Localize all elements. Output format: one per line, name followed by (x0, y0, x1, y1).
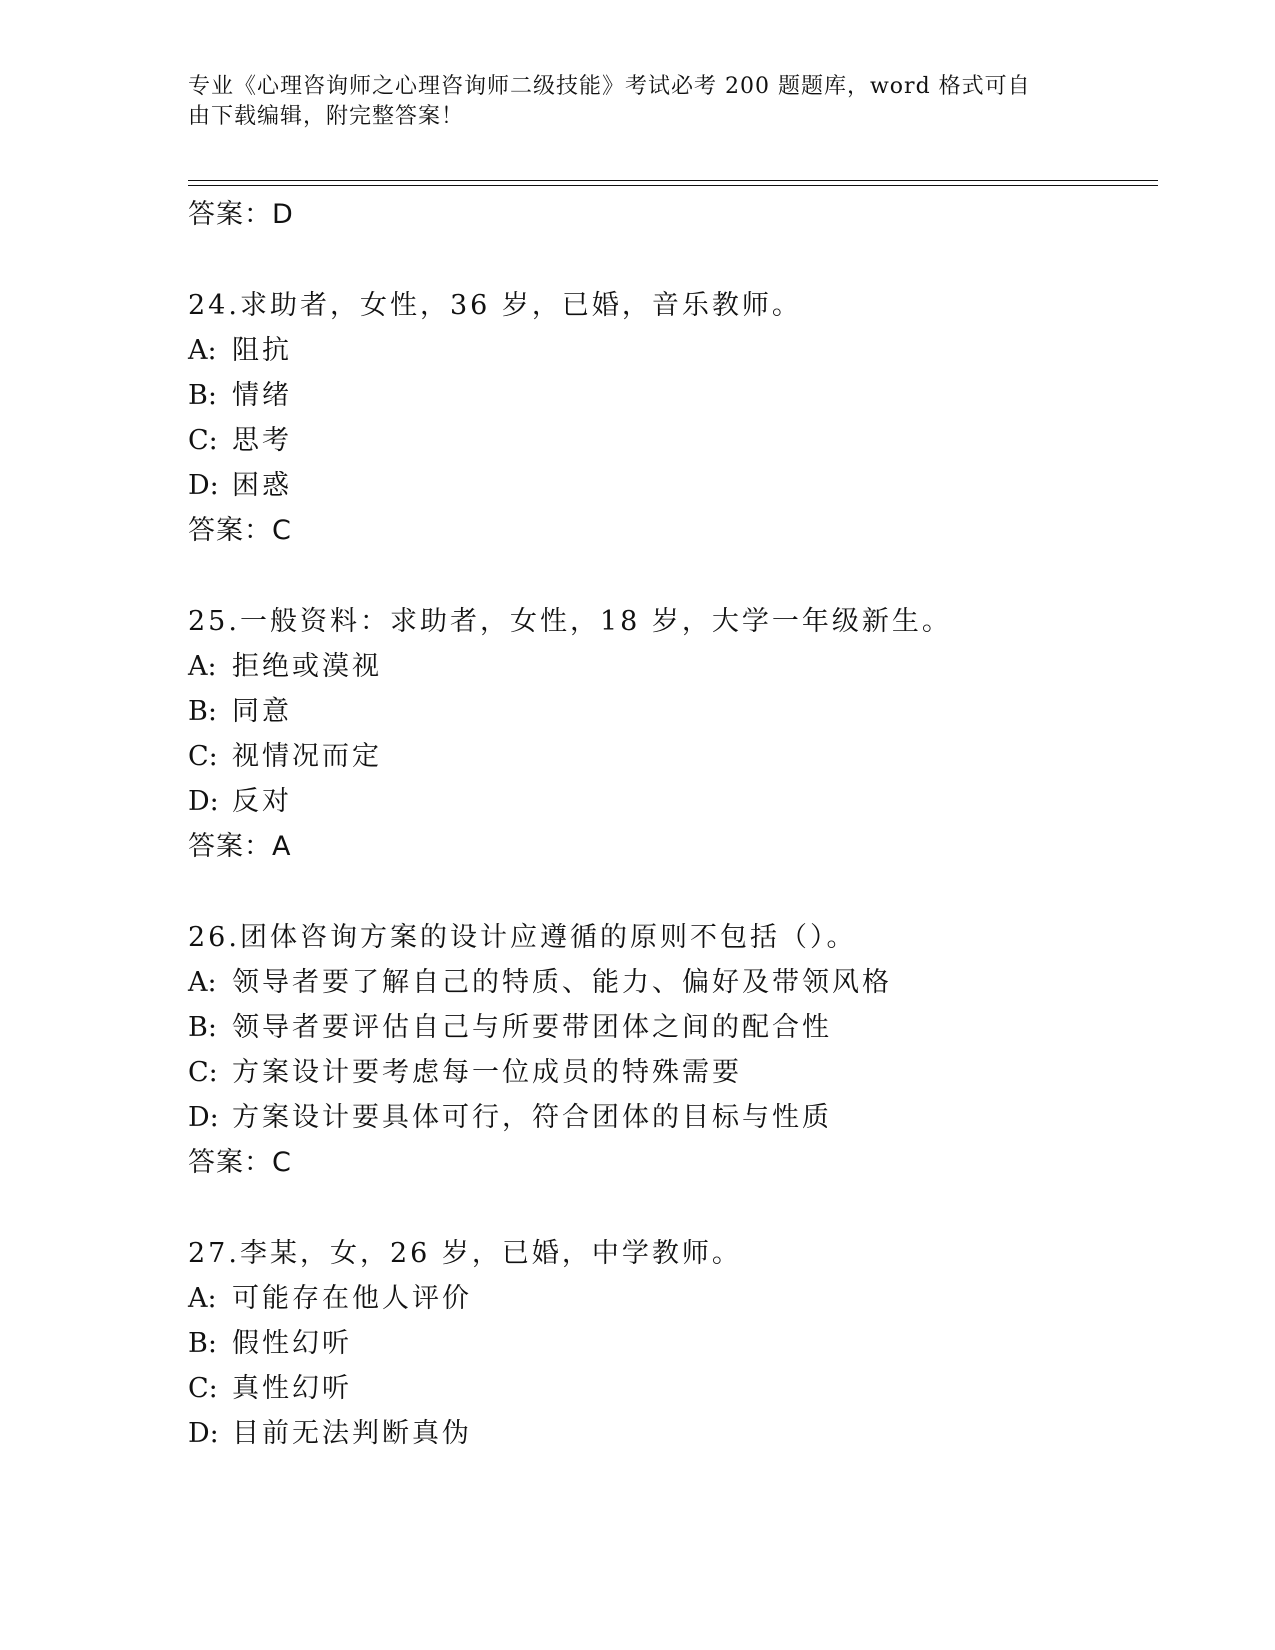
option-text: 假性幻听 (232, 1328, 352, 1359)
option-c (188, 418, 1168, 463)
question-text: 25.一般资料：求助者，女性，18 岁，大学一年级新生。 (188, 606, 952, 637)
option-key: C: (188, 741, 218, 772)
option-a (188, 960, 1168, 1005)
option-b (188, 1321, 1168, 1366)
option-text: 视情况而定 (232, 741, 382, 772)
answer-line: 答案：A (188, 831, 292, 862)
question-text: 27.李某，女，26 岁，已婚，中学教师。 (188, 1238, 742, 1269)
option-key: C: (188, 1373, 218, 1404)
option-text: 阻抗 (232, 335, 292, 366)
option-text: 可能存在他人评价 (232, 1283, 472, 1314)
option-b (188, 373, 1168, 418)
option-text: 领导者要评估自己与所要带团体之间的配合性 (232, 1012, 832, 1043)
option-b (188, 1005, 1168, 1050)
option-text: 方案设计要考虑每一位成员的特殊需要 (232, 1057, 742, 1088)
question-text: 24.求助者，女性，36 岁，已婚，音乐教师。 (188, 290, 802, 321)
option-key: A: (188, 651, 217, 682)
option-text: 困惑 (232, 470, 292, 501)
option-key: B: (188, 1012, 217, 1043)
answer-line: 答案：C (188, 515, 292, 546)
option-text: 反对 (232, 786, 292, 817)
option-text: 真性幻听 (232, 1373, 352, 1404)
option-c (188, 1050, 1168, 1095)
question-list (188, 192, 1168, 1456)
question-block (188, 1231, 1168, 1456)
option-a (188, 328, 1168, 373)
option-key: C: (188, 1057, 218, 1088)
header-rule-top (188, 180, 1158, 181)
option-key: D: (188, 1102, 219, 1133)
option-d (188, 1411, 1168, 1456)
option-key: D: (188, 470, 219, 501)
option-text: 同意 (232, 696, 292, 727)
option-b (188, 689, 1168, 734)
option-key: D: (188, 1418, 219, 1449)
option-c (188, 1366, 1168, 1411)
option-d (188, 1095, 1168, 1140)
question-block (188, 599, 1168, 869)
question-block (188, 915, 1168, 1185)
answer-line: 答案：C (188, 1147, 292, 1178)
option-text: 情绪 (232, 380, 292, 411)
option-a (188, 1276, 1168, 1321)
question-text: 26.团体咨询方案的设计应遵循的原则不包括（）。 (188, 922, 857, 953)
option-c (188, 734, 1168, 779)
option-text: 拒绝或漠视 (232, 651, 382, 682)
answer-line: 答案：D (188, 199, 294, 230)
option-d (188, 779, 1168, 824)
header-line-1: 专业《心理咨询师之心理咨询师二级技能》考试必考 200 题题库，word 格式可自 (188, 74, 1031, 99)
document-header (188, 72, 1068, 132)
option-a (188, 644, 1168, 689)
question-block (188, 283, 1168, 553)
option-text: 思考 (232, 425, 292, 456)
option-key: B: (188, 1328, 217, 1359)
option-text: 领导者要了解自己的特质、能力、偏好及带领风格 (232, 967, 892, 998)
option-key: B: (188, 380, 217, 411)
option-key: C: (188, 425, 218, 456)
option-key: A: (188, 335, 217, 366)
header-rule-bottom (188, 185, 1158, 186)
option-key: A: (188, 967, 217, 998)
option-text: 目前无法判断真伪 (232, 1418, 472, 1449)
option-d (188, 463, 1168, 508)
option-text: 方案设计要具体可行，符合团体的目标与性质 (232, 1102, 832, 1133)
option-key: A: (188, 1283, 217, 1314)
header-line-2: 由下载编辑，附完整答案！ (188, 104, 465, 129)
option-key: D: (188, 786, 219, 817)
option-key: B: (188, 696, 217, 727)
